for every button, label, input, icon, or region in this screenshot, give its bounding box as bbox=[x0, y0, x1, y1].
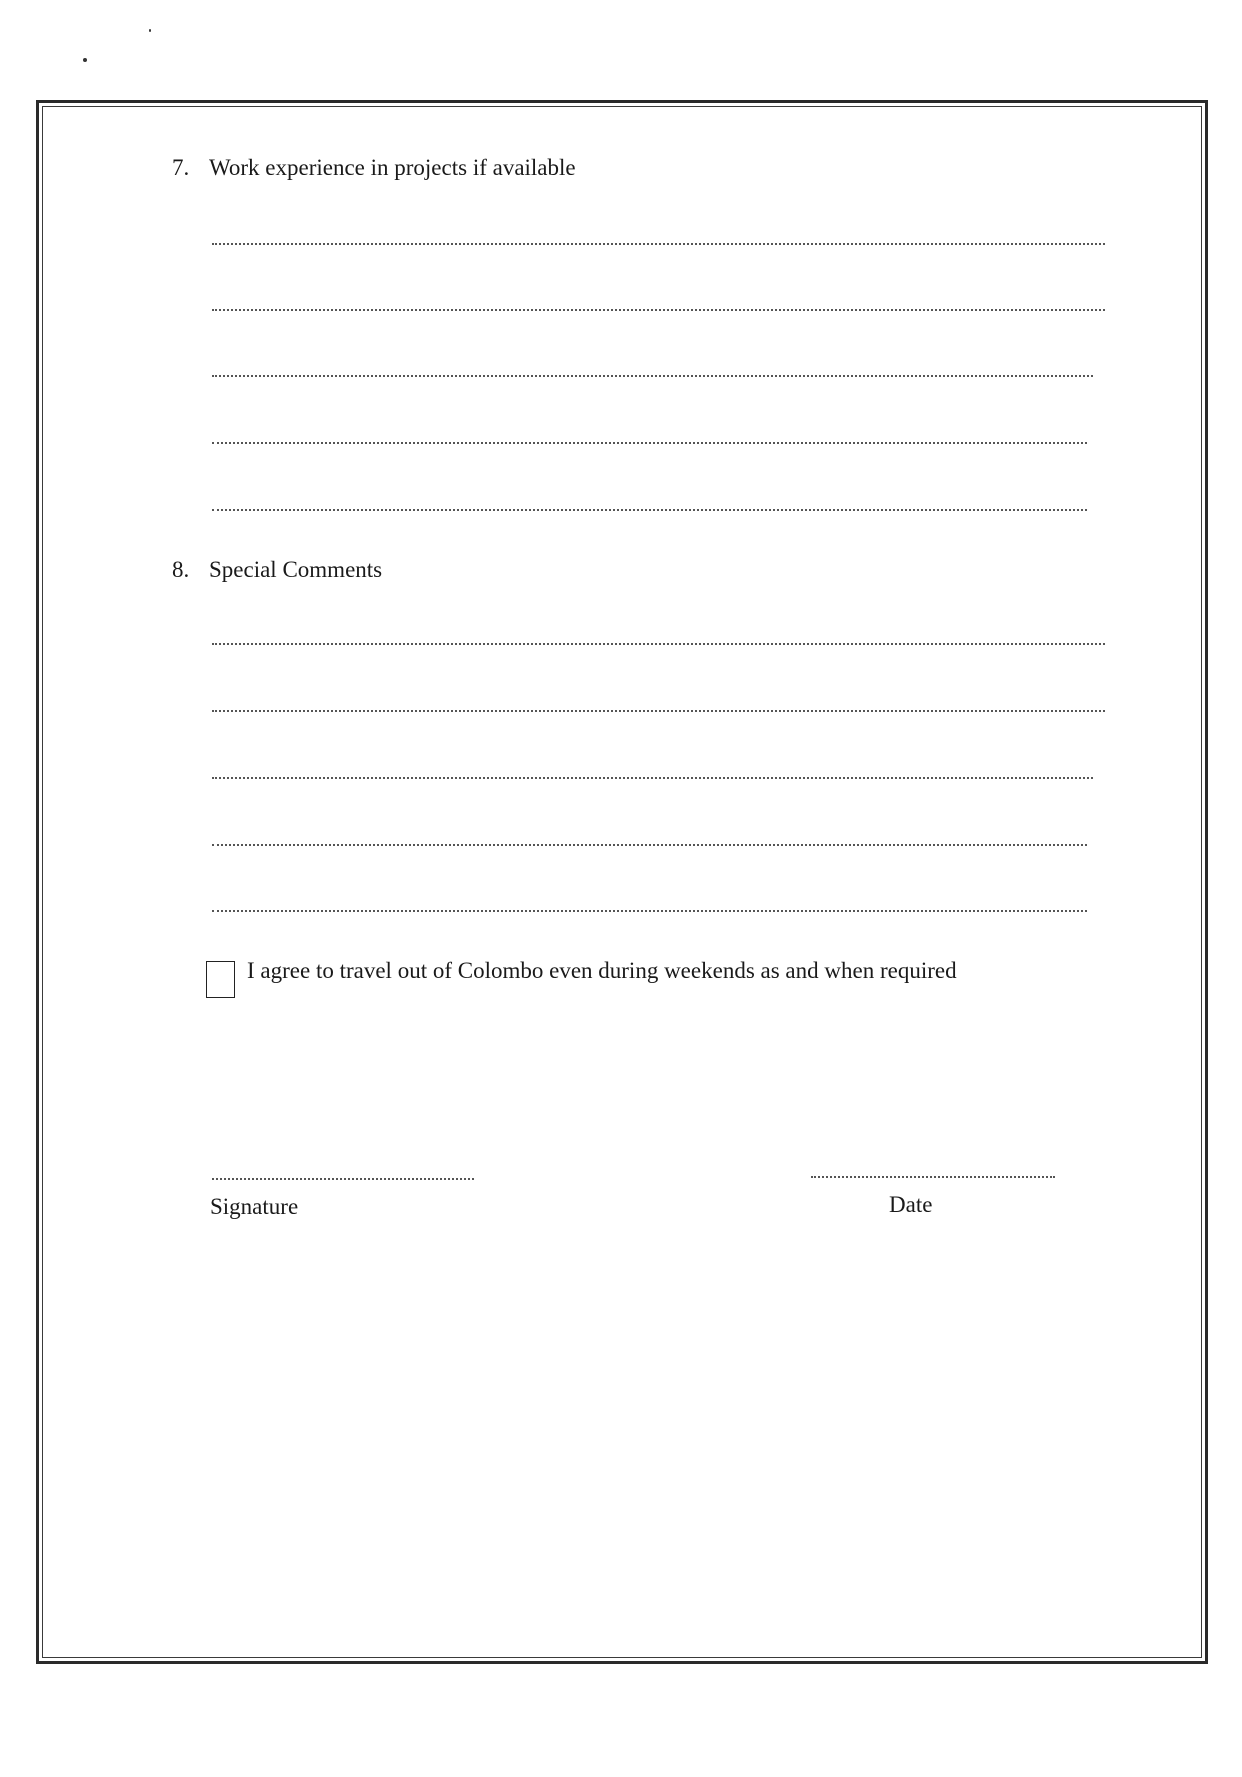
page-border-inner bbox=[42, 106, 1202, 1658]
answer-line-work-experience-1[interactable] bbox=[212, 243, 1105, 245]
section-title: Special Comments bbox=[209, 557, 383, 582]
date-label: Date bbox=[889, 1192, 933, 1217]
section-title: Work experience in projects if available bbox=[209, 155, 576, 180]
answer-line-work-experience-2[interactable] bbox=[212, 309, 1105, 311]
answer-line-special-comments-1[interactable] bbox=[212, 643, 1105, 645]
answer-line-work-experience-5[interactable] bbox=[212, 509, 1087, 511]
answer-line-special-comments-4[interactable] bbox=[212, 844, 1087, 846]
travel-consent-checkbox[interactable] bbox=[206, 961, 235, 998]
scan-speck bbox=[83, 58, 87, 62]
section-number: 8. bbox=[172, 557, 190, 582]
answer-line-special-comments-2[interactable] bbox=[212, 710, 1105, 712]
date-line[interactable] bbox=[811, 1176, 1055, 1178]
signature-line[interactable] bbox=[212, 1178, 474, 1180]
scan-speck bbox=[149, 29, 151, 32]
answer-line-work-experience-4[interactable] bbox=[212, 442, 1087, 444]
answer-line-special-comments-3[interactable] bbox=[212, 777, 1093, 779]
section-number: 7. bbox=[172, 155, 190, 180]
answer-line-work-experience-3[interactable] bbox=[212, 375, 1093, 377]
answer-line-special-comments-5[interactable] bbox=[212, 910, 1087, 912]
signature-label: Signature bbox=[210, 1194, 299, 1219]
travel-consent-label: I agree to travel out of Colombo even during weekends as and when required bbox=[247, 958, 957, 983]
